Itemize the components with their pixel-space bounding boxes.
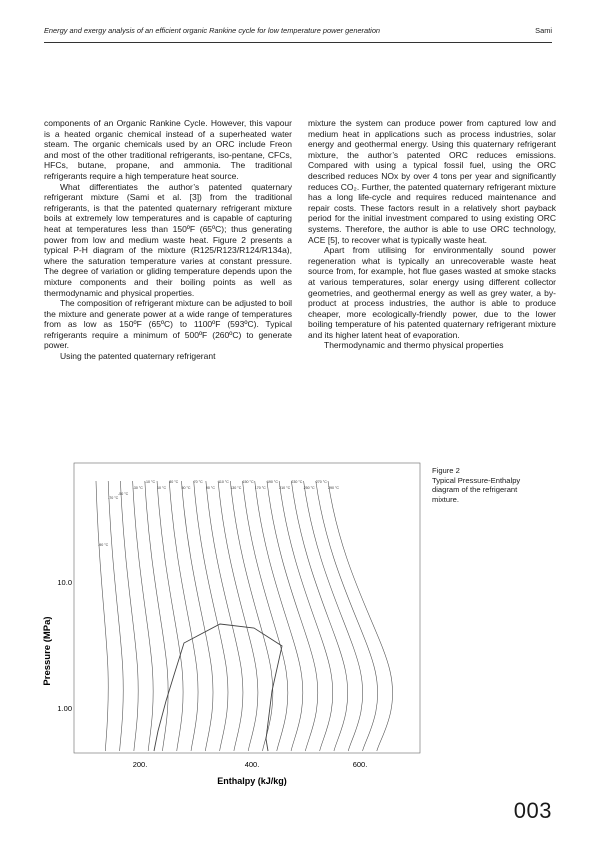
isotherm-line (206, 481, 243, 751)
isotherm-line (133, 481, 154, 751)
isotherm-label: -70 °C (108, 496, 119, 500)
caption-line: Figure 2 (432, 466, 460, 475)
running-header-title: Energy and exergy analysis of an efficient organic Rankine cycle for low temperature power generation (44, 26, 381, 35)
isotherm-label: -30 °C (132, 486, 143, 490)
figure-caption (432, 466, 542, 504)
isotherm-line (328, 481, 393, 751)
running-header (44, 24, 552, 43)
isotherm-label: 190 °C (266, 480, 278, 484)
paragraph: mixture the system can produce power from captured low and medium heat in applications such as process industries, solar energy and geothermal energy. Using this quaternary refrigerant mixture, the author’s patented ORC reduces emissions. Compared with using a typical fossil fuel, using the ORC described reduces NOx by over 4 tons per year and significantly reduces CO₂. Further, the patented quaternary refrigerant mixture has a long life-cycle and requires reduced maintenance and repair costs. These factors result in a relatively short payback period for the initial investment compared to using existing ORC systems. Therefore, the author is able to use ORC technology, ACE [5], to recover what is typically waste heat. (308, 118, 556, 245)
caption-line: diagram of the refrigerant (432, 485, 518, 495)
isotherm-line (279, 481, 333, 751)
isotherm-label: 110 °C (218, 480, 229, 484)
isotherm-label: 70 °C (193, 480, 203, 484)
isotherm-line (304, 481, 363, 751)
isotherm-label: 250 °C (303, 486, 315, 490)
x-tick-label: 400. (244, 760, 260, 769)
isotherm-curves (96, 481, 393, 751)
isotherm-line (108, 481, 123, 751)
ph-diagram-figure (44, 461, 422, 791)
saturation-dome (154, 624, 282, 751)
isotherm-label: 90 °C (205, 486, 215, 490)
running-header-author: Sami (535, 26, 552, 35)
isotherm-line (218, 481, 258, 751)
y-axis-label: Pressure (MPa) (42, 616, 53, 686)
isotherm-label: -10 °C (144, 480, 156, 484)
isotherm-label: 270 °C (315, 480, 327, 484)
isotherm-line (145, 481, 168, 751)
text-column-left (44, 118, 292, 362)
isotherm-label: 150 °C (242, 480, 254, 484)
paragraph: What differentiates the author’s patented quaternary refrigerant mixture (Sami et al. [3]) from the traditional refrigerants, is that the patented quaternary refrigerant mixture boils at extremely low temperatures and is capable of capturing heat at temperatures less than 150ºF (65ºC); thus generating power from low and medium waste heat. Figure 2 presents a typical P-H diagram of the mixture (R125/R123/R124/R134a), where the saturation temperature varies at constant pressure. The degree of variation or gliding temperature depends upon the mixture components and their boiling points as well as thermodynamic and physical properties. (44, 181, 292, 298)
isotherm-line (267, 481, 318, 751)
x-axis-label: Enthalpy (kJ/kg) (217, 776, 287, 786)
isotherm-line (243, 481, 291, 751)
isotherm-line (157, 481, 183, 751)
paragraph: The composition of refrigerant mixture can be adjusted to boil the mixture and generate power at a wide range of temperatures from as low as 150ºF (65ºC) to 1100ºF (593ºC). Typical refrigerants require a minimum of 500ºF (260ºC) to generate power. (44, 298, 292, 351)
isotherm-label: -50 °C (118, 492, 129, 496)
caption-line: Typical Pressure-Enthalpy (432, 475, 521, 485)
caption-line: mixture. (432, 494, 460, 504)
isotherm-label: 230 °C (291, 480, 303, 484)
paragraph: Thermodynamic and thermo physical properties (324, 340, 504, 351)
page-number: 003 (513, 798, 552, 823)
isotherm-label: 130 °C (230, 486, 242, 490)
y-tick-label: 1.00 (57, 704, 72, 713)
isotherm-line (230, 481, 273, 751)
isotherm-label: 170 °C (254, 486, 266, 490)
y-tick-label: 10.0 (57, 578, 72, 587)
isotherm-line (96, 481, 108, 751)
paragraph: Using the patented quaternary refrigerant (60, 351, 216, 362)
isotherm-label: 50 °C (181, 486, 191, 490)
isotherm-label: -90 °C (98, 543, 109, 547)
paragraph: components of an Organic Rankine Cycle. However, this vapour is a heated organic chemical instead of a superheated water steam. The organic chemicals used by an ORC include Freon and most of the other traditional refrigerants, iso-pentane, CFCs, HFCs, butane, propane, and ammonia. The traditional refrigerants require a high temperature heat source. (44, 118, 292, 181)
isotherm-label: 10 °C (157, 486, 167, 490)
isotherm-label: 210 °C (279, 486, 291, 490)
isotherm-label: 30 °C (169, 480, 179, 484)
text-column-right (308, 118, 556, 351)
isotherm-label: 290 °C (328, 486, 340, 490)
plot-frame (74, 463, 420, 753)
isotherm-line (169, 481, 198, 751)
isotherm-line (316, 481, 378, 751)
isotherm-line (255, 481, 303, 751)
x-tick-label: 200. (132, 760, 148, 769)
paragraph: Apart from utilising for environmentally sound power regeneration what is typically an unrecoverable waste heat source from, for example, hot flue gases wasted at smoke stacks at various temperatures, solar energy using different collector geometries, and geothermal energy as well as grey water, a by-product at process industries, the author is able to produce cheaper, more ecologically-friendly power, due to the lower boiling temperature of his patented quaternary refrigerant mixture and its higher latent heat of evaporation. (308, 245, 556, 340)
ph-diagram (44, 461, 422, 791)
x-tick-label: 600. (352, 760, 368, 769)
